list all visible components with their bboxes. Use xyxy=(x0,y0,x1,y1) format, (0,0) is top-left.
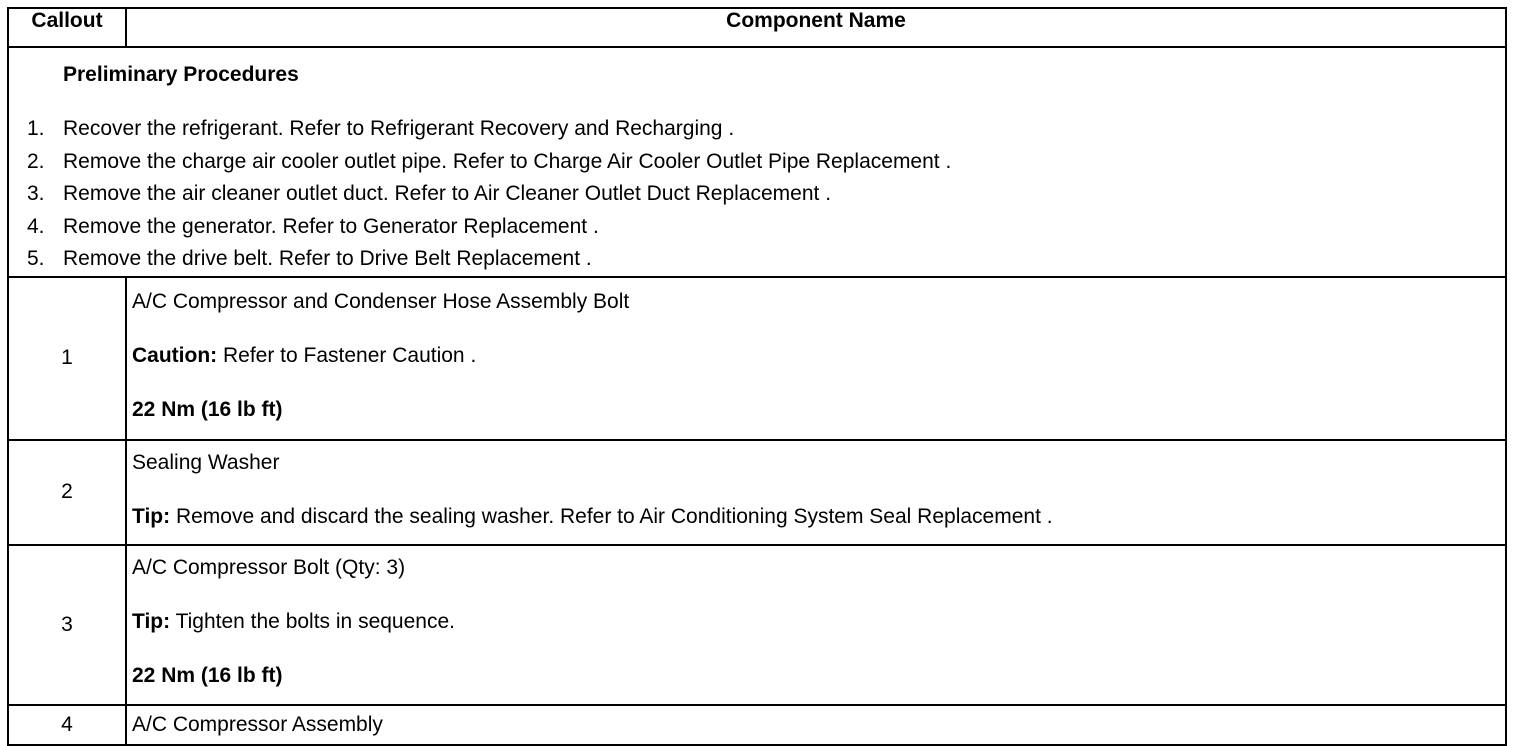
step-number: 5. xyxy=(27,247,45,270)
torque-spec: 22 Nm (16 lb ft) xyxy=(132,663,283,687)
component-name: A/C Compressor Bolt (Qty: 3) xyxy=(132,555,406,579)
tip-note xyxy=(132,608,1505,635)
step-text: Remove the generator. Refer to Generator Replacement . xyxy=(63,214,599,238)
step-text: Recover the refrigerant. Refer to Refrigerant Recovery and Recharging . xyxy=(63,117,735,140)
procedure-sheet xyxy=(7,7,1505,736)
caution-label: Caution: xyxy=(132,343,218,367)
step-text: Remove the charge air cooler outlet pipe. Refer to Charge Air Cooler Outlet Pipe Replacement . xyxy=(63,149,952,173)
callout-number: 1 xyxy=(8,277,126,440)
step-number: 1. xyxy=(27,117,45,140)
callout-number: 4 xyxy=(8,705,126,745)
callout-number: 2 xyxy=(8,440,126,545)
torque-spec: 22 Nm (16 lb ft) xyxy=(132,397,283,421)
component-name-column-header: Component Name xyxy=(126,8,1506,47)
list-item xyxy=(9,243,1505,276)
step-text: Remove the air cleaner outlet duct. Refer to Air Cleaner Outlet Duct Replacement . xyxy=(63,182,832,205)
component-cell xyxy=(126,440,1506,545)
preliminary-steps-list xyxy=(9,113,1505,276)
table-row xyxy=(8,705,1506,745)
table-header-row xyxy=(8,8,1506,47)
component-name: Sealing Washer xyxy=(132,450,280,474)
table-row xyxy=(8,545,1506,705)
tip-label: Tip: xyxy=(132,504,171,528)
tip-label: Tip: xyxy=(132,609,171,633)
tip-text: Tighten the bolts in sequence. xyxy=(170,609,455,633)
caution-text: Refer to Fastener Caution . xyxy=(217,343,477,367)
list-item xyxy=(9,211,1505,244)
callout-column-header: Callout xyxy=(8,8,126,47)
preliminary-procedures-cell xyxy=(8,47,1506,277)
caution-note xyxy=(132,342,1505,369)
tip-note xyxy=(132,503,1505,530)
preliminary-procedures-title: Preliminary Procedures xyxy=(63,63,299,86)
tip-text: Remove and discard the sealing washer. Refer to Air Conditioning System Seal Replacement . xyxy=(170,504,1053,528)
component-cell xyxy=(126,705,1506,745)
component-name: A/C Compressor Assembly xyxy=(132,713,383,736)
component-name: A/C Compressor and Condenser Hose Assembly Bolt xyxy=(132,289,630,313)
preliminary-procedures-row xyxy=(8,47,1506,277)
list-item xyxy=(9,146,1505,179)
list-item xyxy=(9,178,1505,211)
step-number: 4. xyxy=(27,214,45,238)
component-cell xyxy=(126,545,1506,705)
table-row xyxy=(8,440,1506,545)
list-item xyxy=(9,113,1505,146)
step-number: 2. xyxy=(27,149,45,173)
component-cell xyxy=(126,277,1506,440)
component-table xyxy=(7,7,1507,746)
step-number: 3. xyxy=(27,182,45,205)
step-text: Remove the drive belt. Refer to Drive Belt Replacement . xyxy=(63,247,592,270)
callout-number: 3 xyxy=(8,545,126,705)
table-row xyxy=(8,277,1506,440)
